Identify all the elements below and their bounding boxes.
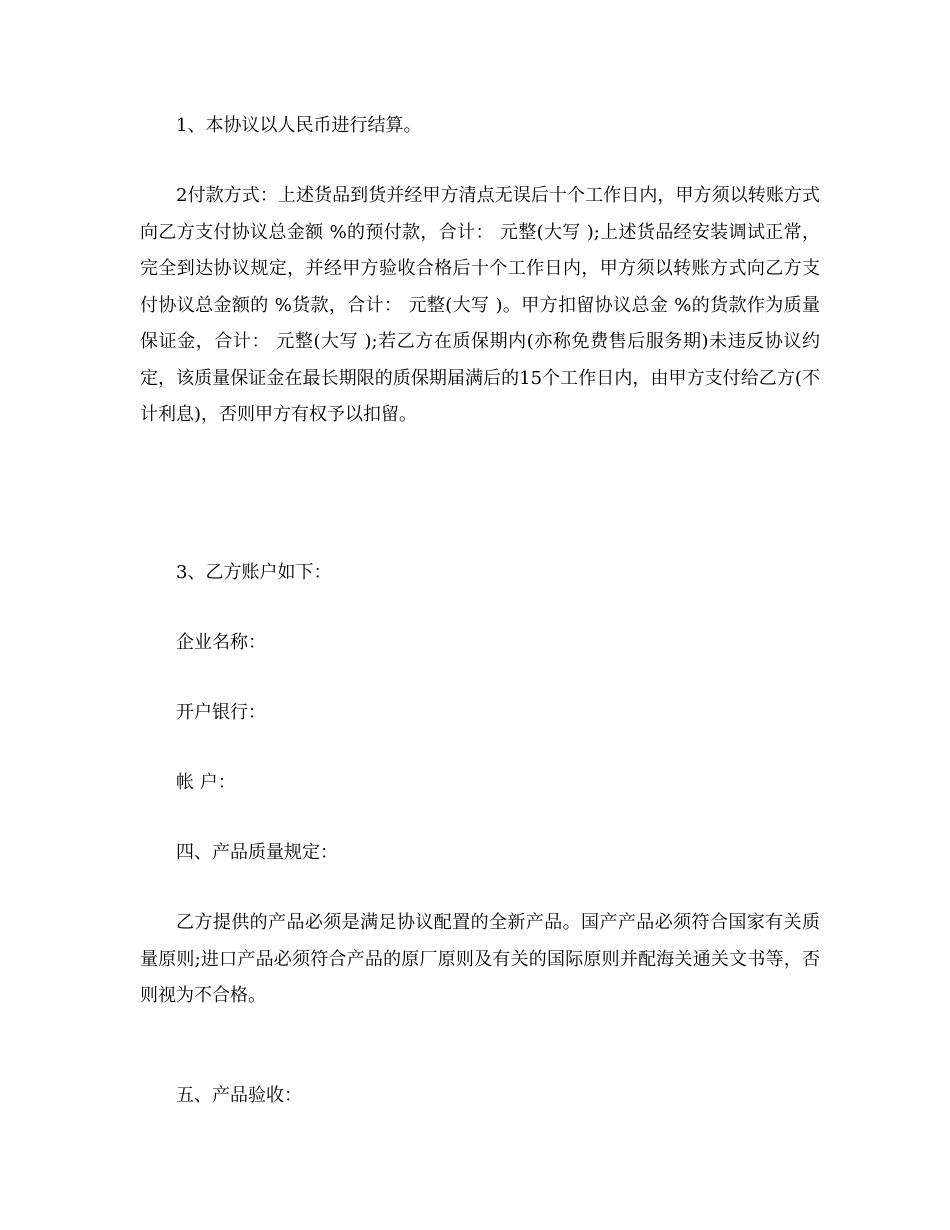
clause-account-heading: 3、乙方账户如下： — [176, 562, 332, 583]
quality-clause: 乙方提供的产品必须是满足协议配置的全新产品。国产产品必须符合国家有关质量原则;进口产品必须符合产品的原厂原则及有关的国际原则并配海关通关文书等，否则视为不合格。 — [140, 912, 820, 1006]
account-field: 帐 户： — [176, 772, 236, 793]
bank-field: 开户银行： — [176, 702, 266, 723]
company-name-field: 企业名称： — [176, 632, 266, 653]
section-heading-acceptance: 五、产品验收： — [176, 1085, 302, 1106]
clause-settlement-currency: 1、本协议以人民币进行结算。 — [176, 115, 422, 136]
section-heading-quality: 四、产品质量规定： — [176, 842, 338, 863]
clause-payment-method: 2付款方式：上述货品到货并经甲方清点无误后十个工作日内，甲方须以转账方式向乙方支付协议总金额 %的预付款，合计： 元整(大写 );上述货品经安装调试正常，完全到达协议规定，并经甲方验收合格后十个工作日内，甲方须以转账方式向乙方支付协议总金额的 %货款，合计： 元整(大写 )。甲方扣留协议总金 %的货款作为质量保证金，合计： 元整(大写 );若乙方在质保期内(亦称免费售后服务期)未违反协议约定，该质量保证金在最长期限的质保期届满后的15个工作日内，由甲方支付给乙方(不计利息)，否则甲方有权予以扣留。 — [140, 185, 820, 425]
